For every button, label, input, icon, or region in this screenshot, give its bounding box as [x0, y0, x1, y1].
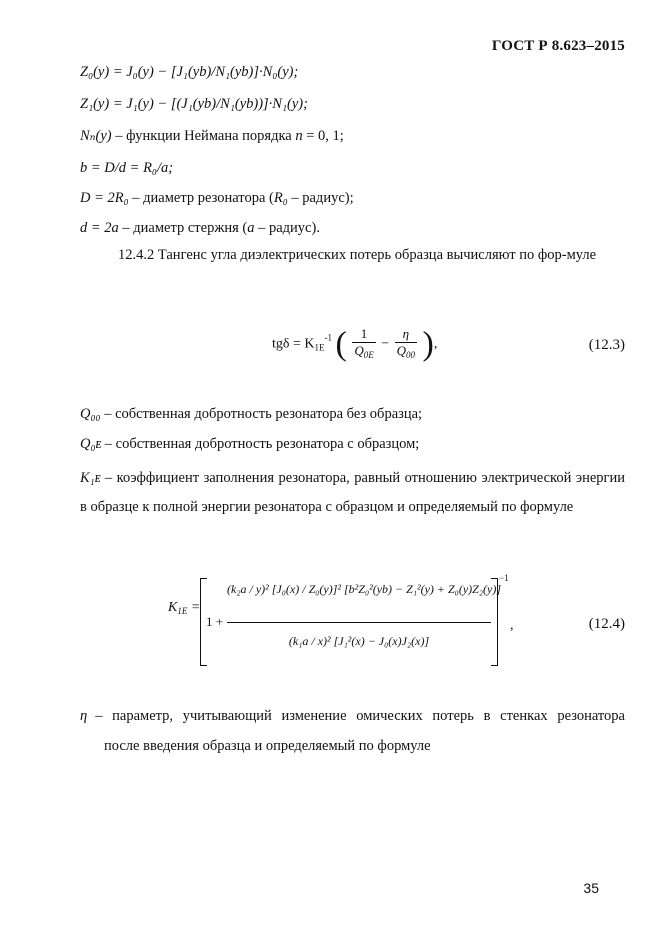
nn-text: – функции Неймана порядка	[115, 128, 292, 144]
eq123-lhs: tgδ = K	[272, 336, 315, 352]
nn-symbol: Nₙ(y)	[80, 128, 112, 144]
eq124-fraction-bar	[227, 622, 491, 623]
equation-12-4-brackets	[200, 578, 501, 666]
eq124-denominator: (k₁a / x)² [J₁²(x) − J₀(x)J₂(x)]	[288, 634, 430, 648]
D-r0: R₀	[273, 190, 288, 206]
D-text2: – радиус);	[291, 190, 354, 206]
d-a: a	[247, 220, 255, 236]
d-text: – диаметр стержня (	[122, 220, 248, 236]
where-q0e: Q₀ᴇ – собственная добротность резонатора с образцом;	[80, 436, 420, 452]
eq124-one-plus: 1 +	[206, 614, 224, 629]
eta-definition-line2: после введения образца и определяемый по формуле	[104, 738, 431, 754]
D-text: – диаметр резонатора (	[132, 190, 274, 206]
eq123-k-sub: 1E	[314, 342, 325, 353]
d-symbol: d = 2a	[80, 220, 119, 236]
eta-definition-line1: η – параметр, учитывающий изменение омических потерь в стенках резонатора	[80, 708, 625, 724]
eq124-tail: ,	[510, 618, 514, 633]
D-symbol: D = 2R₀	[80, 190, 129, 206]
definition-z1: Z₁(y) = J₁(y) − [(J₁(yb)/N₁(yb))]·N₁(y);	[80, 96, 308, 112]
where-q00: Q₀₀ – собственная добротность резонатора без образца;	[80, 406, 423, 422]
page-number: 35	[583, 880, 599, 896]
nn-n: n	[295, 128, 303, 144]
equation-12-3: $tg\delta = K_{1E}^{-1}$ ( $\frac{1}{Q_{0E}}$ − $\frac{\eta}{Q_{00}}$ ),	[272, 325, 438, 363]
definition-z0: Z₀(y) = J₀(y) − [J₁(yb)/N₁(yb)]·N₀(y);	[80, 64, 299, 80]
nn-values: = 0, 1;	[306, 128, 344, 144]
definition-d	[80, 220, 320, 237]
d-text2: – радиус).	[258, 220, 320, 236]
definition-nn	[80, 128, 344, 145]
paragraph-12-4-2: 12.4.2 Тангенс угла диэлектрических потерь образца вычисляют по фор-муле	[118, 247, 597, 263]
definition-b: b = D/d = R₀/a;	[80, 160, 174, 176]
eq124-outer-sup: −1	[499, 573, 509, 583]
document-header: ГОСТ Р 8.623–2015	[491, 38, 625, 54]
eq123-frac2: $\frac{\eta}{Q_{00}}$	[396, 326, 416, 360]
where-k1e: K₁ᴇ – коэффициент заполнения резонатора, равный отношению электрической энергии в образце к полной энергии резонатора с образцом и определяемый по формуле	[80, 470, 626, 515]
equation-12-4-lhs: $K_{1E}$ =	[168, 600, 201, 616]
eq123-minus: −	[381, 336, 390, 352]
eq123-frac1: $\frac{1}{Q_{0E}}$	[354, 326, 374, 360]
eq123-k-sup: -1	[324, 332, 332, 343]
eq124-numerator: (k₂a / y)² [J₀(x) / Z₀(y)]² [b²Z₀²(yb) − Z₁²(y) + Z₀(y)Z₂(y)]	[227, 582, 501, 596]
definition-D	[80, 190, 354, 207]
equation-12-3-number: (12.3)	[588, 337, 625, 353]
equation-12-4-number: (12.4)	[588, 616, 625, 632]
